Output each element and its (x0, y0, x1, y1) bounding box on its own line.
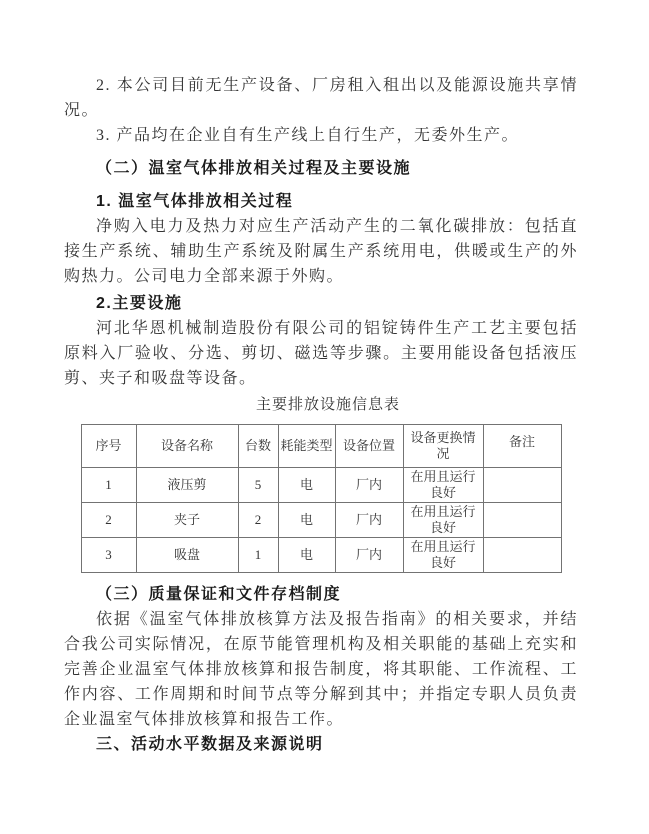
table-cell-index: 2 (81, 503, 136, 538)
table-cell-remarks (483, 538, 561, 573)
table-cell-remarks (483, 468, 561, 503)
paragraph-no-shared-equipment: 2. 本公司目前无生产设备、厂房租入租出以及能源设施共享情况。 (64, 77, 578, 119)
table-cell-device-location: 厂内 (335, 503, 403, 538)
col-header-device-location: 设备位置 (335, 425, 403, 468)
paragraph-emission-process: 净购入电力及热力对应生产活动产生的二氧化碳排放：包括直接生产系统、辅助生产系统及附属生产系统用电，供暖或生产的外购热力。公司电力全部来源于外购。 (64, 218, 578, 285)
table-cell-replacement-status: 在用且运行良好 (403, 538, 483, 573)
table-cell-remarks (483, 503, 561, 538)
heading-main-facilities: 2.主要设施 (96, 295, 183, 312)
heading-section-2: （二）温室气体排放相关过程及主要设施 (96, 160, 412, 177)
col-header-replacement-status: 设备更换情况 (403, 425, 483, 468)
table-cell-device-location: 厂内 (335, 468, 403, 503)
table-cell-replacement-status: 在用且运行良好 (403, 503, 483, 538)
table-cell-unit-count: 2 (238, 503, 278, 538)
col-header-remarks: 备注 (483, 425, 561, 468)
paragraph-main-facilities: 河北华恩机械制造股份有限公司的铝锭铸件生产工艺主要包括原料入厂验收、分选、剪切、磁选等步骤。主要用能设备包括液压剪、夹子和吸盘等设备。 (64, 320, 578, 387)
heading-emission-process: 1. 温室气体排放相关过程 (96, 193, 294, 210)
table-cell-device-name: 夹子 (136, 503, 238, 538)
paragraph-quality-assurance: 依据《温室气体排放核算方法及报告指南》的相关要求，并结合我公司实际情况，在原节能管理机构及相关职能的基础上充实和完善企业温室气体排放核算和报告制度，将其职能、工作流程、工作内容、工作周期和时间节点等分解到其中；并指定专职人员负责企业温室气体排放核算和报告工作。 (64, 611, 578, 728)
paragraph-own-production: 3. 产品均在企业自有生产线上自行生产，无委外生产。 (96, 127, 520, 144)
table-cell-unit-count: 1 (238, 538, 278, 573)
table-header-row (81, 425, 561, 468)
table-cell-index: 1 (81, 468, 136, 503)
col-header-energy-type: 耗能类型 (278, 425, 335, 468)
table-cell-unit-count: 5 (238, 468, 278, 503)
table-cell-energy-type: 电 (278, 538, 335, 573)
table-cell-device-name: 液压剪 (136, 468, 238, 503)
table-row (81, 468, 561, 503)
facility-table (81, 424, 562, 573)
facility-table-title: 主要排放设施信息表 (255, 397, 400, 413)
col-header-device-name: 设备名称 (136, 425, 238, 468)
table-cell-energy-type: 电 (278, 503, 335, 538)
table-cell-energy-type: 电 (278, 468, 335, 503)
table-cell-index: 3 (81, 538, 136, 573)
table-row (81, 538, 561, 573)
table-cell-device-name: 吸盘 (136, 538, 238, 573)
col-header-unit-count: 台数 (238, 425, 278, 468)
table-cell-replacement-status: 在用且运行良好 (403, 468, 483, 503)
heading-chapter-3: 三、活动水平数据及来源说明 (96, 736, 324, 753)
heading-section-3: （三）质量保证和文件存档制度 (96, 586, 342, 603)
table-row (81, 503, 561, 538)
col-header-index: 序号 (81, 425, 136, 468)
table-cell-device-location: 厂内 (335, 538, 403, 573)
